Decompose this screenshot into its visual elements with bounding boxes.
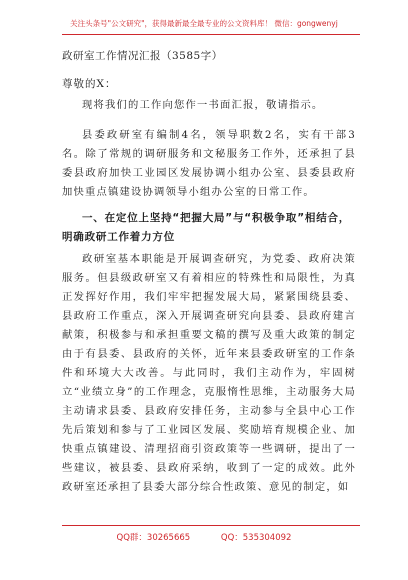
paragraph-staffing: 县委政研室有编制4名，领导职数2名，实有干部3名。除了常规的调研服务和文秘服务工作外，还承担了县委县政府加快工业园区发展协调小组办公室、县委县政府加快重点镇建设协调领导小组办公室的日常工作。 <box>62 129 356 198</box>
document-title: 政研室工作情况汇报（3585字） <box>62 50 223 62</box>
header-banner: 关注头条号"公文研究"，获得最新最全最专业的公文资料库！ 微信：gongwenyj <box>70 19 338 28</box>
header-divider <box>62 34 360 35</box>
footer-qq-group: QQ群：30265665 <box>116 533 191 543</box>
footer-contact <box>0 531 408 543</box>
paragraph-body: 政研室基本职能是开展调查研究，为党委、政府决策服务。但县级政研室又有着相应的特殊性和局限性，为真正发挥好作用，我们牢牢把握发展大局，紧紧围绕县委、县政府工作重点，深入开展调查研究向县委、县政府建言献策，积极参与和承担重要文稿的撰写及重大政策的制定由于有县委、县政府的关怀，近年来县委政研室的工作条件和环境大大改善。与此同时，我们主动作为，牢固树立“业绩立身”的工作理念，克服惰性思维，主动服务大局主动请求县委、县政府安排任务，主动参与全县中心工作先后策划和参与了工业园区发展、奖励培育规模企业、加快重点镇建设、清理招商引资政策等一些调研，提出了一些建议，被县委、县政府采纳，收到了一定的成效。此外政研室还承担了县委大部分综合性政策、意见的制定，如 <box>62 253 356 493</box>
paragraph-intro: 现将我们的工作向您作一书面汇报，敬请指示。 <box>82 99 324 111</box>
footer-qq: QQ：535304092 <box>220 533 292 543</box>
salutation: 尊敬的X： <box>62 78 117 90</box>
footer-divider <box>62 525 360 526</box>
section-heading: 一、在定位上坚持“把握大局”与“积极争取”相结合，明确政研工作着力方位 <box>62 212 351 243</box>
